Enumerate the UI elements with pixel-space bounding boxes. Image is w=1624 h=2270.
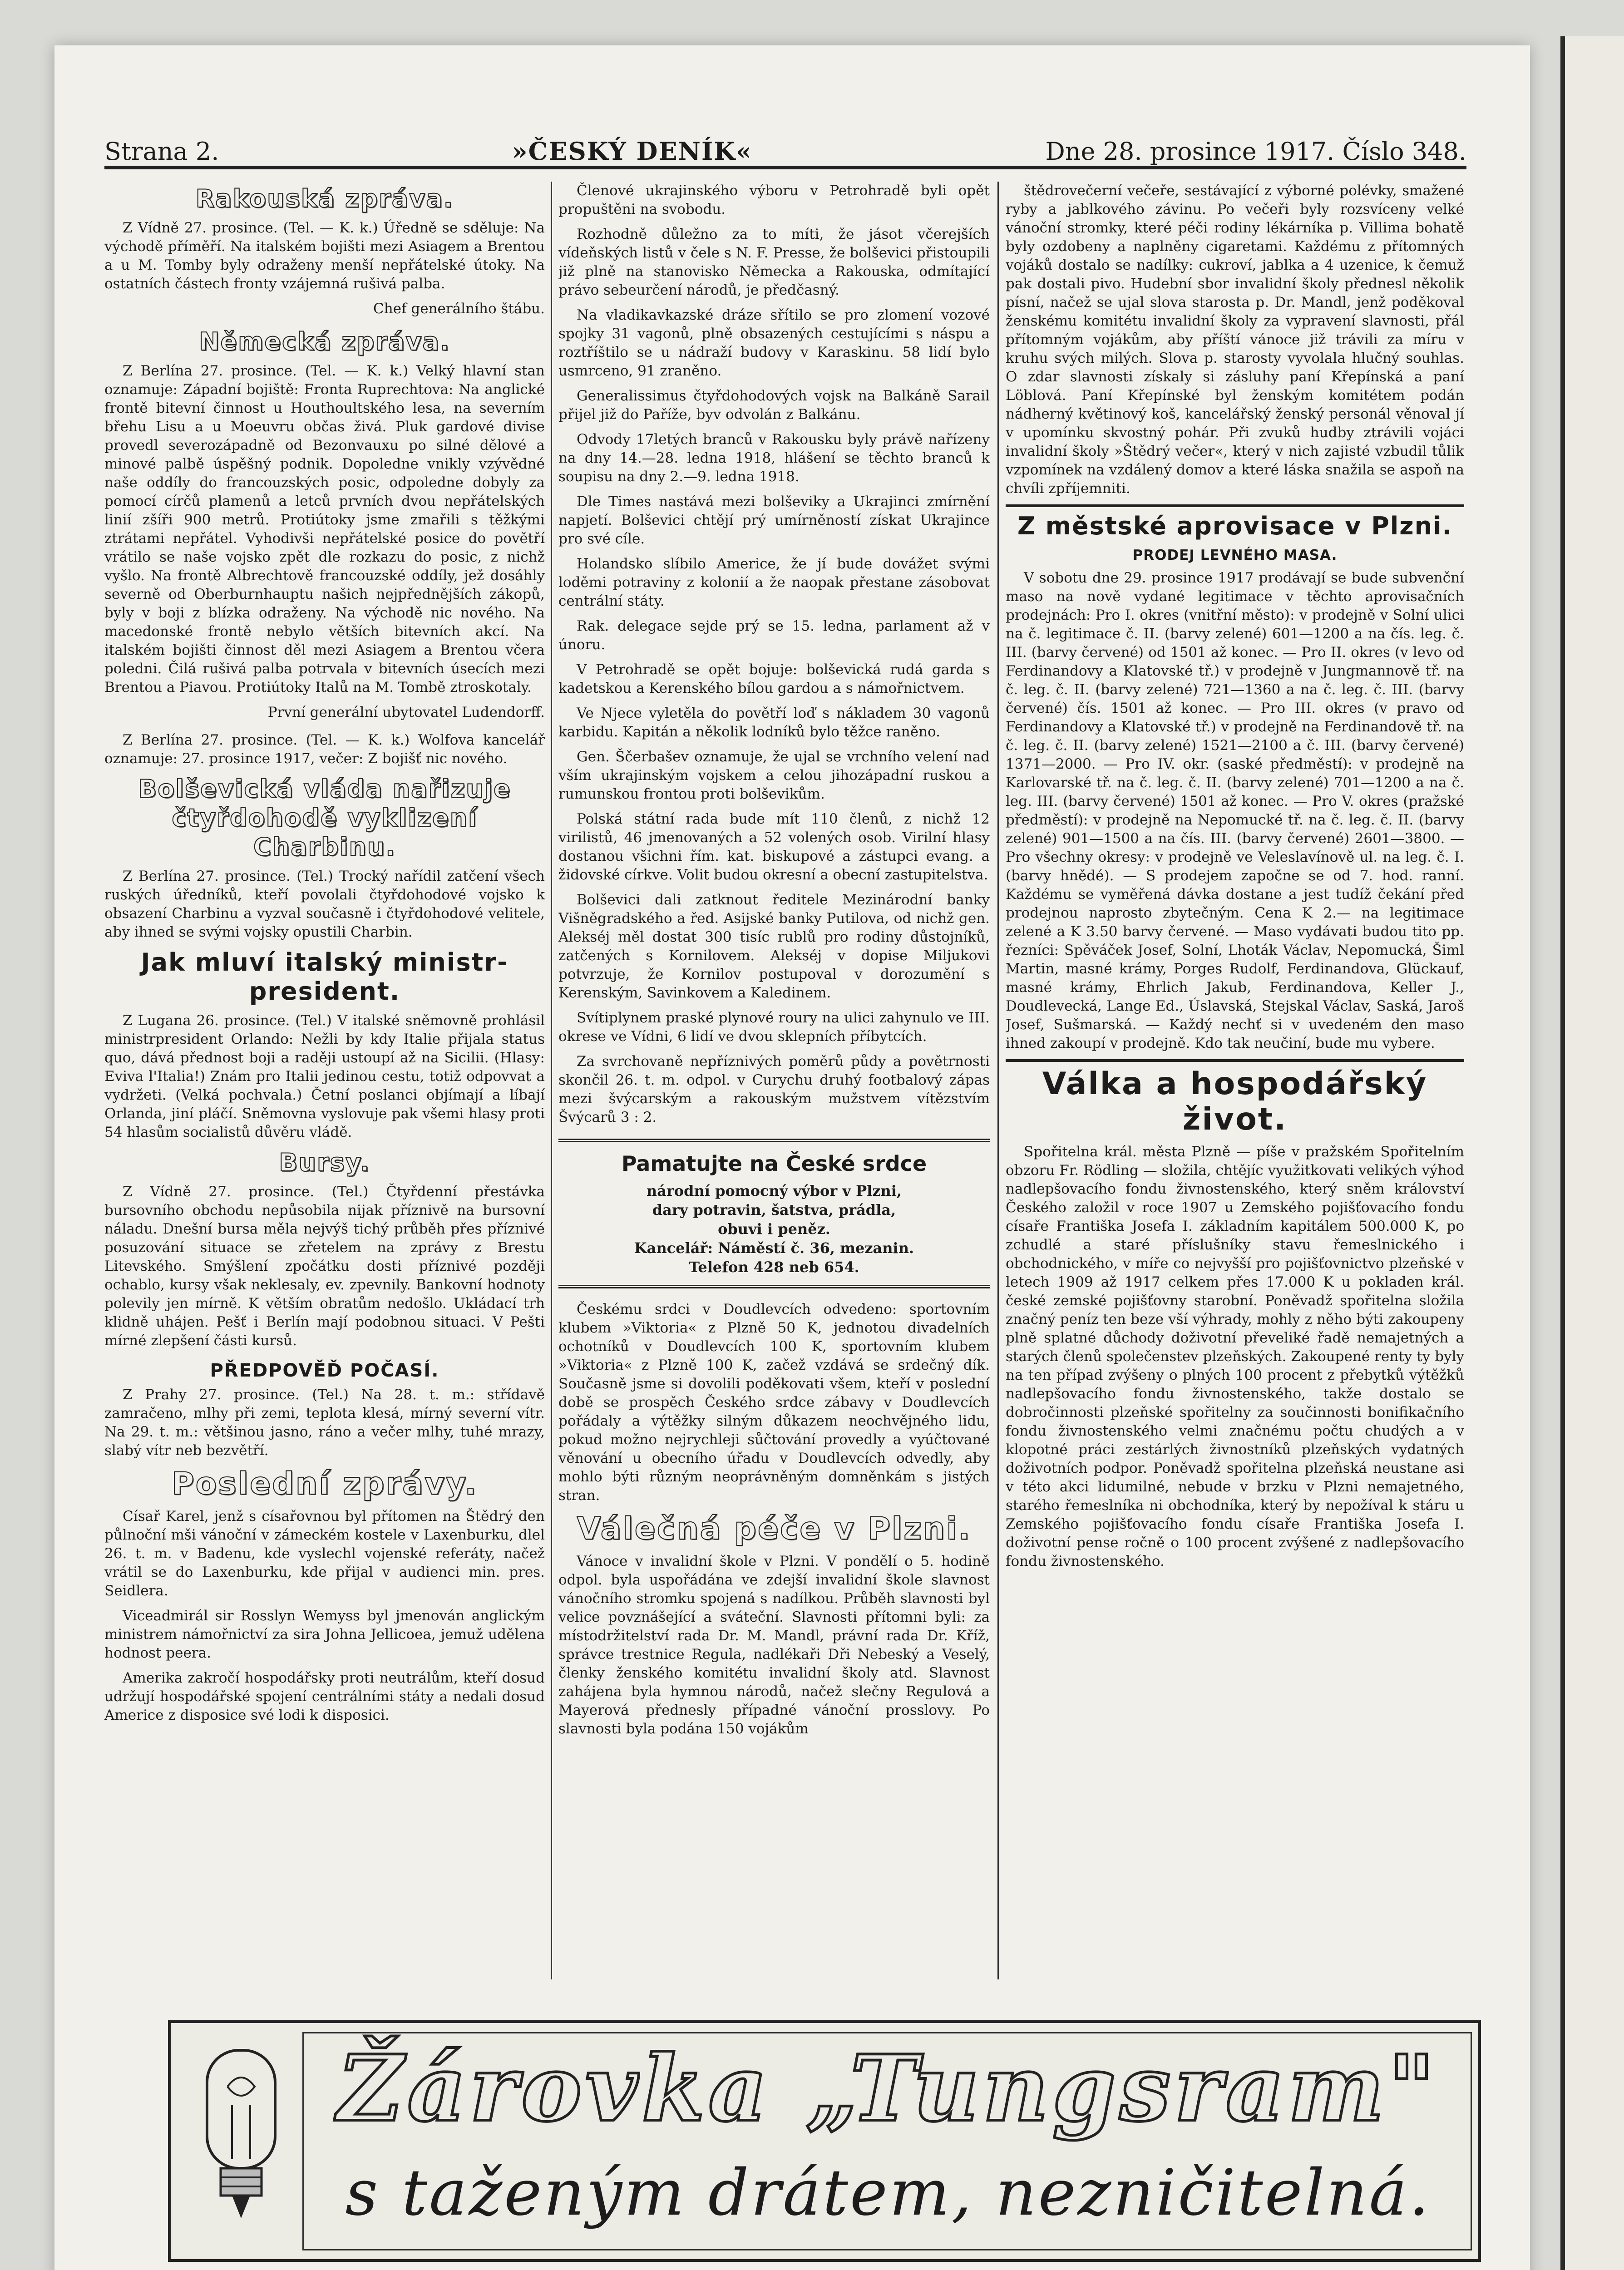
article-paragraph: Svítiplynem praské plynové roury na ulici zahynulo ve III. okrese ve Vídni, 6 lidí ve dvou sklepních příbytcích. bbox=[558, 1010, 990, 1045]
headline-austrian-report: Rakouská zpráva. bbox=[195, 184, 454, 213]
headline-latest-news: Poslední zprávy. bbox=[171, 1466, 478, 1502]
headline-weather-forecast: PŘEDPOVĚĎ POČASÍ. bbox=[210, 1360, 439, 1381]
adjacent-page-edge bbox=[1560, 36, 1624, 2270]
article-paragraph: Ve Njece vyletěla do povětří loď s nákladem 30 vagonů karbidu. Kapitán a několik lodníků bylo těžce raněno. bbox=[558, 705, 990, 740]
article-paragraph: Z Berlína 27. prosince. (Tel. — K. k.) Velký hlavní stan oznamuje: Západní bojiště: Fronta Ruprechtova: Na anglické frontě bitevní činnost u Houthoultského lesa, na severním břehu Lisu a u Moeuvru občas živá. Pluk gardové divise provedl severozápadně od Bezonvauxu po silné dělové a minové palbě úspěšný podnik. Dopoledne vnikly vzývědné naše oddíly do francouzských posic, odpoledne dobyly za pomocí círčů plamenů a letců prvních dvou nepřátelských linií zšíři 900 metrů. Protiútoky jsme zmařili s těžkými ztrátami nepřátel. Vyhodivši nepřátelské posice do povětří vrátilo se naše vojsko zpět dle rozkazu do posic, z nichž vyšlo. Na frontě Albrechtově francouzské oddíly, jež dosáhly severně od Oberburnhauptu našich nejpřednějších zákopů, byly v boji z blízka odraženy. Na východě nic nového. Na macedonské frontě nebylo větších bitevních akcí. Na italském bojišti činnost děl mezi Asiagem a Brentou včera poledni. Čilá rušivá palba potrvala v bitevních úsecích mezi Brentou a Piavou. Protiútoky Italů na M. Tombě ztroskotaly. bbox=[104, 363, 545, 696]
column-rule bbox=[997, 182, 999, 1979]
article-paragraph: Císař Karel, jenž s císařovnou byl přítomen na Štědrý den půlnoční mši vánoční v zámeckém kostele v Laxenburku, dlel 26. t. m. v Badenu, kde vyslechl vojenské referáty, načež vrátil se do Laxenburku, kde přijal v audienci min. pres. Seidlera. bbox=[104, 1508, 545, 1599]
article-paragraph: Rozhodně důležno za to míti, že jásot včerejších vídeňských listů v čele s N. F. Presse, že bolševici přistoupili již plně na stanovisko Německa a Rakouska, odmítající právo sebeurčení národů, je předčasný. bbox=[558, 226, 990, 298]
column-3 bbox=[1006, 182, 1464, 1979]
article-paragraph: Dle Times nastává mezi bolševiky a Ukrajinci zmírnění napjetí. Bolševici chtějí prý umírněností získat Ukrajince pro své cíle. bbox=[558, 493, 990, 547]
article-paragraph: Z Berlína 27. prosince. (Tel. — K. k.) Wolfova kancelář oznamuje: 27. prosince 1917, večer: Z bojišť nic nového. bbox=[104, 732, 545, 767]
article-paragraph: Z Prahy 27. prosince. (Tel.) Na 28. t. m.: střídavě zamračeno, mlhy při zemi, teplota klesá, mírný severní vítr. Na 29. t. m.: většinou jasno, ráno a večer mlhy, tuhé mrazy, slabý vítr neb bezvětří. bbox=[104, 1387, 545, 1459]
article-paragraph: Z Berlína 27. prosince. (Tel.) Trocký nařídil zatčení všech ruských úředníků, kteří povolali čtyřdohodové vojsko k obsazení Charbinu a vyzval současně i čtyřdohodové velitele, aby ihned se svými vojsky opustili Charbin. bbox=[104, 868, 545, 940]
article-paragraph: Z Vídně 27. prosince. (Tel.) Čtyřdenní přestávka bursovního obchodu nepůsobila nijak příznivě na bursovní náladu. Dnešní bursa měla nejvýš tichý průběh přes příznivé posuzování situace se zřetelem na zprávy z Brestu Litevského. Smýšlení zpočátku dosti příznivé později ochablo, kursy však neklesaly, ev. zpevnily. Bankovní hodnoty polevily jen mírně. K větším obratům nedošlo. Ukládací trh klidně uhájen. Pešť i Berlín mají podobnou situaci. V Pešti mírné zlepšení části kursů. bbox=[104, 1184, 545, 1349]
subheadline-meat-sale: PRODEJ LEVNÉHO MASA. bbox=[1132, 547, 1338, 563]
article-paragraph: štědrovečerní večeře, sestávající z výborné polévky, smažené ryby a jablkového závinu. Po večeři byly rozsvíceny velké vánoční stromky, které péči rodiny lékárníka p. Villima bohatě byly ozdobeny a naplněny cigaretami. Každému z přítomných vojáků dostalo se nadílky: cukroví, jablka a 4 uzenice, k čemuž pak dostali pivo. Hudební sbor invalidní školy přednesl několik písní, načež se ujal slova starosta p. Dr. Mandl, jenž poděkoval ženskému komitétu invalidní školy za vypravení slavnosti, přál přítomným vojákům, aby příští vánoce již trávili za míru v kruhu svých milých. Slova p. starosty vyvolala hlučný souhlas. O zdar slavnosti získaly si zásluhy paní Křepínská a paní Löblová. Paní Křepínské byl ženským komitétem podán nádherný květinový koš, kancelářský ženský personál věnoval jí v upomínku skvostný pohár. Při zvuků hudby ztrávili vojáci invalidní školy »Štědrý večer«, který v nich zajisté vzbudil tůlik vzpomínek na vzdálený domov a které láska snažila se aspoň na chvíli zpříjemniti. bbox=[1006, 183, 1464, 497]
article-paragraph: Holandsko slíbilo Americe, že jí bude dovážet svými loděmi potraviny z kolonií a že naopak přestane zásobovat centrální státy. bbox=[558, 556, 990, 609]
notice-title: Pamatujte na České srdce bbox=[621, 1151, 927, 1176]
newspaper-title: »ČESKÝ DENÍK« bbox=[512, 137, 752, 166]
article-paragraph: V sobotu dne 29. prosince 1917 prodávají se bude subvenční maso na nově vydané legitimace v těchto aprovisačních prodejnách: Pro I. okres (vnitřní město): v prodejně v Solní ulici na č. legitimace č. II. (barvy zelené) 601—1200 a na čís. leg. č. III. (barvy červené) od 1501 až konec. — Pro II. okres (v levo od Ferdinandovy a Klatovské tř.) v prodejně v Jungmannově tř. na č. leg. č. II. (barvy zelené) 721—1360 a na č. leg. č. III. (barvy červené) čís. 1501 až konec. — Pro III. okres (v pravo od Ferdinandovy a Klatovské tř.) v prodejně na Ferdinandově tř. na č. leg. č. II. (barvy zelené) 1521—2100 a č. III. (barvy červené) 1371—2000. — Pro IV. okr. (saské předměstí): v prodejně na Karlovarské tř. na č. leg. č. II. (barvy zelené) 701—1200 a na č. leg. III. (barvy červené) 1501 až konec. — Pro V. okres (pražské předměstí): v prodejně na Nepomucké tř. na č. leg. č. II. (barvy zelené) 901—1500 a na čís. III. (barvy červené) 2601—3800. — Pro všechny okresy: v prodejně ve Veleslavínově ul. na leg. č. I. (barvy hnědé). — S prodejem započne se od 7. hod. ranní. Každému se vyměřená dávka dostane a jest tudíž čekání před prodejnou naprosto zbytečným. Cena K 2.— na legitimace zelené a K 3.50 barvy červené. — Maso vydávati budou tito pp. řezníci: Spěváček Josef, Solní, Lhoták Václav, Nepomucká, Šiml Martin, masné krámy, Porges Rudolf, Ferdinandova, Glückauf, masné krámy, Ehrlich Jakub, Ferdinandova, Keller J., Doudlevecká, Lange Ed., Úslavská, Stejskal Václav, Saská, Jaroš Josef, Sušmarská. — Každý nechť si v uvedeném den maso ihned zakoupí v prodejně. Kdo tak neučiní, bude mu vybere. bbox=[1006, 570, 1464, 1051]
notice-line: Telefon 428 neb 654. bbox=[689, 1258, 859, 1276]
article-paragraph: Rak. delegace sejde prý se 15. ledna, parlament až v únoru. bbox=[558, 618, 990, 653]
headline-italian-minister: Jak mluví italský ministr-president. bbox=[141, 948, 508, 1006]
notice-box-czech-heart bbox=[558, 1139, 990, 1288]
headline-bourses: Bursy. bbox=[279, 1148, 370, 1177]
advertisement-tungsram bbox=[168, 2020, 1481, 2262]
headline-war-and-economy: Válka a hospodářský život. bbox=[1006, 1059, 1464, 1137]
masthead bbox=[104, 125, 1466, 169]
column-1 bbox=[104, 182, 545, 1979]
issue-date: Dne 28. prosince 1917. Číslo 348. bbox=[1045, 137, 1466, 166]
notice-line: národní pomocný výbor v Plzni, bbox=[646, 1182, 902, 1199]
article-paragraph: Generalissimus čtyřdohodových vojsk na Balkáně Sarail přijel již do Paříže, byv odvolán z Balkánu. bbox=[558, 388, 990, 423]
newspaper-page bbox=[54, 45, 1530, 2270]
ad-slogan: s taženým drátem, nezničitelná. bbox=[345, 2156, 1431, 2230]
article-paragraph: Českému srdci v Doudlevcích odvedeno: sportovním klubem »Viktoria« z Plzně 50 K, jednotou divadelních ochotníků v Doudlevcích 100 K, sportovním klubem »Viktoria« z Plzně 100 K, začež vzdává se srdečný dík. Současně jsme si dovolili poděkovati všem, kteří v poslední době se prospěch Českého srdce zábavy v Doudlevcích pořádaly a výtěžky silným důkazem neochvějného lidu, pokud možno nejrychleji sůčtování provedly a vyúčtované věnování u obecního úřadu v Doudlevcích odvedly, aby mohlo býti různým neoprávněným domněnkám s jistých stran. bbox=[558, 1301, 990, 1504]
article-paragraph: Z Vídně 27. prosince. (Tel. — K. k.) Úředně se sděluje: Na východě příměří. Na italském bojišti mezi Asiagem a Brentou a u M. Tomby byly odraženy menší nepřátelské útoky. Na ostatních částech fronty vzájemná rušivá palba. bbox=[104, 220, 545, 292]
column-rule bbox=[551, 182, 552, 1979]
article-paragraph: Z Lugana 26. prosince. (Tel.) V italské sněmovně prohlásil ministrpresident Orlando: Nežli by kdy Italie přijala status quo, dává přednost boji a raději ustoupí až na Sicilii. (Hlasy: Eviva l'Italia!) Znám pro Italii jedinou cestu, totiž odpovvat a vydržeti. (Velká pochvala.) Četní poslanci objímají a líbají Orlanda, jiní pláčí. Sněmovna vyslovuje pak všemi hlasy proti 54 hlasům socialistů důvěru vládě. bbox=[104, 1012, 545, 1140]
article-signature: První generální ubytovatel Ludendorff. bbox=[267, 704, 545, 720]
article-paragraph: Za svrchovaně nepříznivých poměrů půdy a povětrnosti skončil 26. t. m. odpol. v Curychu druhý footbalový zápas mezi švýcarským a rakouským mužstvem vítězstvím Švýcarů 3 : 2. bbox=[558, 1053, 990, 1125]
headline-bolshevik-charbin: Bolševická vláda nařizuje čtyřdohodě vyklizení Charbinu. bbox=[138, 775, 511, 861]
notice-line: obuvi i peněz. bbox=[718, 1220, 830, 1238]
article-paragraph: Spořitelna král. města Plzně — píše v pražském Spořitelním obzoru Fr. Rödling — složila, chtějíc využitkovati velikých výhod nadlepšovacího fondu živnostenského, který sněm království Českého založil v roce 1907 u Zemského pojišťovacího fondu císaře Františka Josefa I. základním kapitálem 500.000 K, po zchudlé a staré příslušníky stavu řemeslnického i obchodnického, v míře co nejvyšší pro pojišťovnictvo plzeňské v letech 1909 až 1917 celkem přes 17.000 K u pokladen král. české zemské pojišťovny starobní. Poněvadž spořitelna složila značný peníz ten beze vší výhrady, mohly z něho býti zakoupeny plně splatné důchody doživotní převeliké řadě nemajetných a starých členů společenstev plzeňských. Zakoupené renty ty byly na ten případ zvýšeny o plných 100 procent z přebytků výtěžků nadlepšovacího fondu živnostenského, takže dostalo se dobročinnosti plzeňské spořitelny za součinnosti bonifikačního fondu živnostenského velmi značnému počtu chudých a v klopotné práci zestárlých živnostníků plzeňských vydatných doživotních podpor. Poněvadž spořitelna plzeňská neustane asi v této akci lidumilné, nebude v brzku v Plzni nemajetného, starého řemeslníka ni obchodníka, který by nepožíval k stáru u Zemského pojišťovacího fondu císaře Františka Josefa I. doživotní pense ročně o 100 procent zvýšené z nadlepšovacího fondu živnostenského. bbox=[1006, 1144, 1464, 1569]
article-signature: Chef generálního štábu. bbox=[373, 301, 545, 317]
lightbulb-icon bbox=[189, 2041, 293, 2236]
article-paragraph: Polská státní rada bude mít 110 členů, z nichž 12 virilistů, 46 jmenovaných a 52 volených osob. Virilní hlasy dostanou všichni řím. kat. biskupové a zástupci evang. a židovské církve. Volit budou okresní a obecní zastupitelstva. bbox=[558, 811, 990, 883]
headline-city-provisioning: Z městské aprovisace v Plzni. bbox=[1006, 504, 1464, 541]
article-paragraph: Vánoce v invalidní škole v Plzni. V pondělí o 5. hodině odpol. byla uspořádána ve zdejší invalidní škole slavnost vánočního stromku spojená s nadílkou. Průběh slavnosti byl velice povznášející a sváteční. Slavnosti přítomni byli: za místodržitelství rada Dr. M. Mandl, právní rada Dr. Kříž, správce trestnice Regula, nadlékaři Dři Nebeský a Veselý, členky ženského komitétu invalidní školy atd. Slavnost zahájena byla hymnou národů, načež slečny Regulová a Mayerová přednesly případné vánoční prosslovy. Po slavnosti byla podána 150 vojákům bbox=[558, 1553, 990, 1737]
notice-line: dary potravin, šatstva, prádla, bbox=[652, 1201, 896, 1219]
article-paragraph: Amerika zakročí hospodářsky proti neutrálům, kteří dosud udržují hospodářské spojení centrálními státy a nedali dosud Americe z disposice své lodi k disposici. bbox=[104, 1670, 545, 1723]
article-paragraph: Členové ukrajinského výboru v Petrohradě byli opět propuštěni na svobodu. bbox=[558, 183, 990, 217]
article-paragraph: Na vladikavkazské dráze sřítilo se pro zlomení vozové spojky 31 vagonů, plně obsazených cestujícími s náspu a roztříštilo se u nádraží budovy v Karaskinu. 58 lidí bylo usmrceno, 91 zraněno. bbox=[558, 307, 990, 379]
page-number: Strana 2. bbox=[104, 137, 219, 166]
article-paragraph: Odvody 17letých branců v Rakousku byly právě nařízeny na dny 14.—28. ledna 1918, hlášení se těchto branců k soupisu na dny 2.—9. ledna 1918. bbox=[558, 431, 990, 485]
article-paragraph: V Petrohradě se opět bojuje: bolševická rudá garda s kadetskou a Kerenského bílou gardou a s námořnictvem. bbox=[558, 661, 990, 696]
headline-war-care-plzen: Válečná péče v Plzni. bbox=[577, 1511, 972, 1547]
column-2 bbox=[558, 182, 990, 1979]
headline-german-report: Německá zpráva. bbox=[199, 327, 450, 356]
article-paragraph: Gen. Ščerbašev oznamuje, že ujal se vrchního velení nad vším ukrajinským vojskem a celou jihozápadní ruskou a rumunskou frontou proti bolševikům. bbox=[558, 749, 990, 802]
notice-line: Kancelář: Náměstí č. 36, mezanin. bbox=[634, 1239, 914, 1257]
article-paragraph: Bolševici dali zatknout ředitele Mezinárodní banky Višněgradského a řed. Asijské banky Putilova, od nichž gen. Alekséj měl dostat 300 tisíc rublů pro rodiny důstojníků, zatčených s Kornilovem. Alekséj v dopise Miljukovi potvrzuje, že Kornilov postupoval v dorozumění s Kerenským, Savinkovem a Kaledinem. bbox=[558, 892, 990, 1001]
article-paragraph: Viceadmirál sir Rosslyn Wemyss byl jmenován anglickým ministrem námořnictví za sira Johna Jellicoea, jemuž udělena hodnost peera. bbox=[104, 1608, 545, 1661]
ad-headline: Žárovka „Tungsram" bbox=[337, 2035, 1439, 2142]
